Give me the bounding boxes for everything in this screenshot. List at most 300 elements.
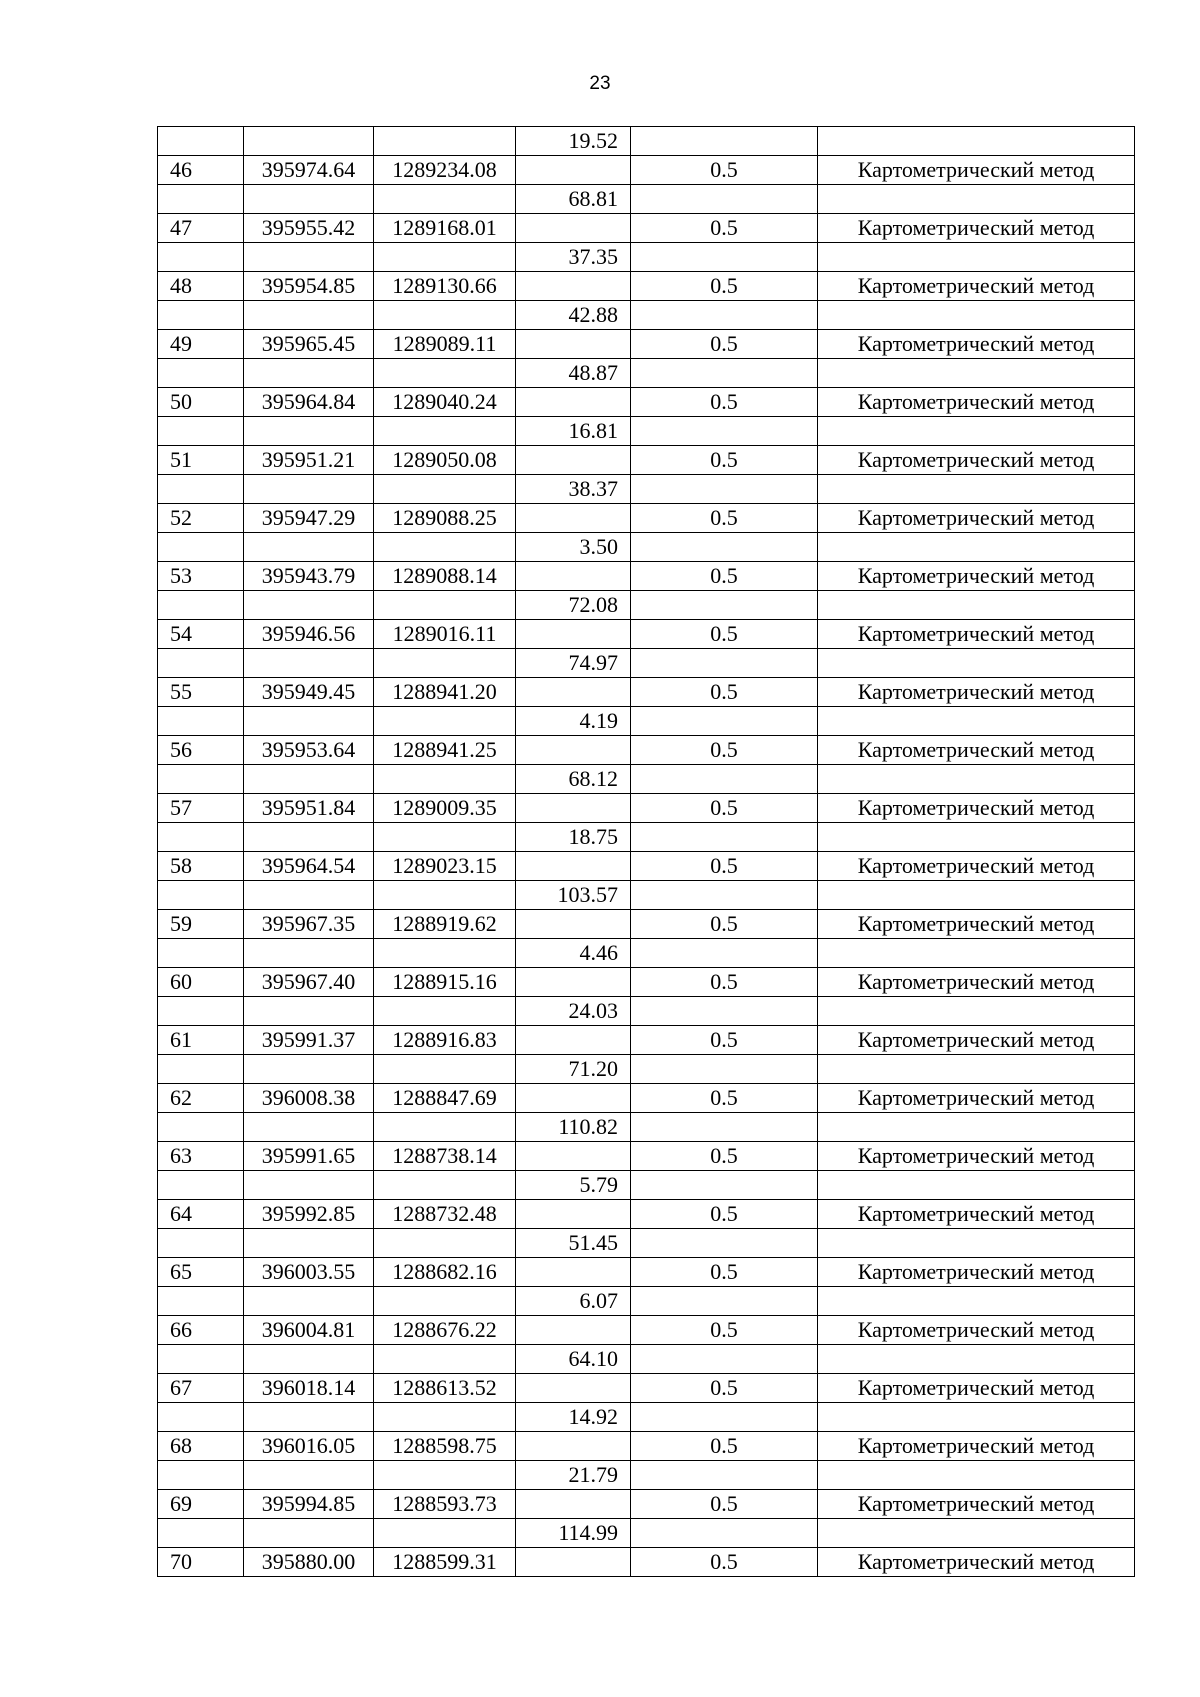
x-coordinate-cell: 396003.55	[244, 1258, 374, 1287]
distance-cell: 64.10	[516, 1345, 631, 1374]
empty-cell	[244, 1055, 374, 1084]
method-cell: Картометрический метод	[818, 678, 1135, 707]
empty-cell	[818, 997, 1135, 1026]
point-row	[158, 1432, 1135, 1461]
x-coordinate-cell: 396018.14	[244, 1374, 374, 1403]
empty-cell	[516, 736, 631, 765]
empty-cell	[516, 388, 631, 417]
empty-cell	[374, 359, 516, 388]
y-coordinate-cell: 1288599.31	[374, 1548, 516, 1577]
empty-cell	[818, 823, 1135, 852]
accuracy-cell: 0.5	[631, 1374, 818, 1403]
empty-cell	[818, 1113, 1135, 1142]
empty-cell	[374, 301, 516, 330]
empty-cell	[818, 939, 1135, 968]
distance-row	[158, 533, 1135, 562]
point-number-cell: 67	[158, 1374, 244, 1403]
empty-cell	[158, 765, 244, 794]
point-number-cell: 50	[158, 388, 244, 417]
distance-cell: 24.03	[516, 997, 631, 1026]
distance-cell: 71.20	[516, 1055, 631, 1084]
empty-cell	[374, 417, 516, 446]
empty-cell	[374, 1461, 516, 1490]
distance-row	[158, 1055, 1135, 1084]
empty-cell	[244, 591, 374, 620]
empty-cell	[631, 1345, 818, 1374]
coordinates-table-body	[158, 127, 1135, 1577]
method-cell: Картометрический метод	[818, 446, 1135, 475]
empty-cell	[631, 301, 818, 330]
empty-cell	[244, 475, 374, 504]
point-number-cell: 58	[158, 852, 244, 881]
distance-cell: 14.92	[516, 1403, 631, 1432]
empty-cell	[516, 1200, 631, 1229]
distance-row	[158, 417, 1135, 446]
method-cell: Картометрический метод	[818, 1432, 1135, 1461]
y-coordinate-cell: 1289009.35	[374, 794, 516, 823]
point-row	[158, 214, 1135, 243]
empty-cell	[631, 1229, 818, 1258]
empty-cell	[516, 1026, 631, 1055]
empty-cell	[374, 823, 516, 852]
x-coordinate-cell: 396016.05	[244, 1432, 374, 1461]
method-cell: Картометрический метод	[818, 388, 1135, 417]
method-cell: Картометрический метод	[818, 1258, 1135, 1287]
empty-cell	[516, 504, 631, 533]
accuracy-cell: 0.5	[631, 1432, 818, 1461]
y-coordinate-cell: 1288682.16	[374, 1258, 516, 1287]
x-coordinate-cell: 395991.37	[244, 1026, 374, 1055]
x-coordinate-cell: 395992.85	[244, 1200, 374, 1229]
distance-cell: 4.19	[516, 707, 631, 736]
point-row	[158, 388, 1135, 417]
x-coordinate-cell: 395965.45	[244, 330, 374, 359]
empty-cell	[818, 1403, 1135, 1432]
point-number-cell: 68	[158, 1432, 244, 1461]
method-cell: Картометрический метод	[818, 1490, 1135, 1519]
empty-cell	[158, 533, 244, 562]
point-row	[158, 156, 1135, 185]
empty-cell	[244, 649, 374, 678]
x-coordinate-cell: 395951.21	[244, 446, 374, 475]
empty-cell	[516, 330, 631, 359]
empty-cell	[818, 1287, 1135, 1316]
empty-cell	[158, 1345, 244, 1374]
distance-row	[158, 1519, 1135, 1548]
empty-cell	[374, 185, 516, 214]
point-row	[158, 446, 1135, 475]
empty-cell	[158, 1461, 244, 1490]
accuracy-cell: 0.5	[631, 620, 818, 649]
accuracy-cell: 0.5	[631, 968, 818, 997]
empty-cell	[631, 997, 818, 1026]
empty-cell	[158, 1403, 244, 1432]
empty-cell	[818, 533, 1135, 562]
empty-cell	[818, 185, 1135, 214]
empty-cell	[631, 127, 818, 156]
point-number-cell: 57	[158, 794, 244, 823]
method-cell: Картометрический метод	[818, 214, 1135, 243]
empty-cell	[516, 968, 631, 997]
empty-cell	[244, 997, 374, 1026]
point-number-cell: 64	[158, 1200, 244, 1229]
empty-cell	[158, 1287, 244, 1316]
empty-cell	[818, 127, 1135, 156]
y-coordinate-cell: 1289168.01	[374, 214, 516, 243]
method-cell: Картометрический метод	[818, 1142, 1135, 1171]
empty-cell	[374, 1519, 516, 1548]
point-row	[158, 968, 1135, 997]
distance-row	[158, 1403, 1135, 1432]
distance-cell: 18.75	[516, 823, 631, 852]
empty-cell	[374, 997, 516, 1026]
point-row	[158, 1548, 1135, 1577]
distance-row	[158, 1229, 1135, 1258]
empty-cell	[374, 1113, 516, 1142]
point-row	[158, 910, 1135, 939]
empty-cell	[631, 707, 818, 736]
point-row	[158, 852, 1135, 881]
method-cell: Картометрический метод	[818, 156, 1135, 185]
point-row	[158, 1200, 1135, 1229]
point-number-cell: 47	[158, 214, 244, 243]
empty-cell	[516, 1374, 631, 1403]
y-coordinate-cell: 1289234.08	[374, 156, 516, 185]
distance-cell: 5.79	[516, 1171, 631, 1200]
empty-cell	[818, 243, 1135, 272]
empty-cell	[374, 1403, 516, 1432]
distance-row	[158, 1287, 1135, 1316]
empty-cell	[818, 881, 1135, 910]
empty-cell	[158, 881, 244, 910]
distance-cell: 37.35	[516, 243, 631, 272]
distance-row	[158, 1345, 1135, 1374]
method-cell: Картометрический метод	[818, 1548, 1135, 1577]
empty-cell	[516, 1316, 631, 1345]
empty-cell	[631, 1055, 818, 1084]
point-row	[158, 1490, 1135, 1519]
point-number-cell: 53	[158, 562, 244, 591]
empty-cell	[516, 1258, 631, 1287]
accuracy-cell: 0.5	[631, 1316, 818, 1345]
empty-cell	[158, 591, 244, 620]
x-coordinate-cell: 395955.42	[244, 214, 374, 243]
empty-cell	[631, 1113, 818, 1142]
x-coordinate-cell: 395953.64	[244, 736, 374, 765]
distance-cell: 74.97	[516, 649, 631, 678]
empty-cell	[631, 475, 818, 504]
empty-cell	[631, 1287, 818, 1316]
point-row	[158, 1142, 1135, 1171]
accuracy-cell: 0.5	[631, 736, 818, 765]
empty-cell	[818, 765, 1135, 794]
point-row	[158, 1084, 1135, 1113]
empty-cell	[818, 649, 1135, 678]
y-coordinate-cell: 1289088.25	[374, 504, 516, 533]
distance-row	[158, 649, 1135, 678]
distance-row	[158, 185, 1135, 214]
distance-row	[158, 301, 1135, 330]
empty-cell	[631, 939, 818, 968]
point-number-cell: 49	[158, 330, 244, 359]
accuracy-cell: 0.5	[631, 1548, 818, 1577]
empty-cell	[244, 533, 374, 562]
empty-cell	[158, 649, 244, 678]
accuracy-cell: 0.5	[631, 388, 818, 417]
accuracy-cell: 0.5	[631, 504, 818, 533]
point-row	[158, 272, 1135, 301]
empty-cell	[244, 765, 374, 794]
method-cell: Картометрический метод	[818, 272, 1135, 301]
point-row	[158, 736, 1135, 765]
point-row	[158, 1026, 1135, 1055]
point-number-cell: 61	[158, 1026, 244, 1055]
x-coordinate-cell: 395994.85	[244, 1490, 374, 1519]
y-coordinate-cell: 1288732.48	[374, 1200, 516, 1229]
empty-cell	[158, 939, 244, 968]
empty-cell	[631, 417, 818, 446]
method-cell: Картометрический метод	[818, 1374, 1135, 1403]
distance-row	[158, 1113, 1135, 1142]
point-number-cell: 59	[158, 910, 244, 939]
x-coordinate-cell: 395964.84	[244, 388, 374, 417]
y-coordinate-cell: 1289089.11	[374, 330, 516, 359]
accuracy-cell: 0.5	[631, 678, 818, 707]
accuracy-cell: 0.5	[631, 1200, 818, 1229]
empty-cell	[631, 359, 818, 388]
distance-cell: 42.88	[516, 301, 631, 330]
empty-cell	[244, 939, 374, 968]
empty-cell	[818, 475, 1135, 504]
empty-cell	[516, 272, 631, 301]
x-coordinate-cell: 396008.38	[244, 1084, 374, 1113]
point-row	[158, 1316, 1135, 1345]
y-coordinate-cell: 1288676.22	[374, 1316, 516, 1345]
point-row	[158, 620, 1135, 649]
empty-cell	[631, 533, 818, 562]
accuracy-cell: 0.5	[631, 330, 818, 359]
empty-cell	[631, 591, 818, 620]
empty-cell	[631, 1171, 818, 1200]
empty-cell	[374, 475, 516, 504]
point-number-cell: 46	[158, 156, 244, 185]
empty-cell	[158, 185, 244, 214]
empty-cell	[516, 446, 631, 475]
method-cell: Картометрический метод	[818, 1084, 1135, 1113]
empty-cell	[516, 794, 631, 823]
empty-cell	[374, 591, 516, 620]
x-coordinate-cell: 395943.79	[244, 562, 374, 591]
distance-cell: 19.52	[516, 127, 631, 156]
empty-cell	[818, 301, 1135, 330]
empty-cell	[818, 1055, 1135, 1084]
method-cell: Картометрический метод	[818, 504, 1135, 533]
empty-cell	[631, 1519, 818, 1548]
empty-cell	[516, 562, 631, 591]
empty-cell	[374, 533, 516, 562]
accuracy-cell: 0.5	[631, 272, 818, 301]
distance-cell: 21.79	[516, 1461, 631, 1490]
accuracy-cell: 0.5	[631, 1084, 818, 1113]
empty-cell	[158, 1519, 244, 1548]
empty-cell	[374, 1171, 516, 1200]
distance-row	[158, 939, 1135, 968]
point-number-cell: 65	[158, 1258, 244, 1287]
empty-cell	[516, 214, 631, 243]
coordinates-table	[157, 126, 1135, 1577]
empty-cell	[244, 1519, 374, 1548]
empty-cell	[374, 1229, 516, 1258]
method-cell: Картометрический метод	[818, 330, 1135, 359]
y-coordinate-cell: 1289040.24	[374, 388, 516, 417]
empty-cell	[818, 707, 1135, 736]
point-number-cell: 56	[158, 736, 244, 765]
point-row	[158, 1258, 1135, 1287]
y-coordinate-cell: 1288738.14	[374, 1142, 516, 1171]
point-number-cell: 63	[158, 1142, 244, 1171]
x-coordinate-cell: 395949.45	[244, 678, 374, 707]
empty-cell	[244, 417, 374, 446]
empty-cell	[516, 910, 631, 939]
x-coordinate-cell: 395964.54	[244, 852, 374, 881]
empty-cell	[158, 127, 244, 156]
empty-cell	[158, 301, 244, 330]
empty-cell	[244, 823, 374, 852]
empty-cell	[158, 1229, 244, 1258]
method-cell: Картометрический метод	[818, 1200, 1135, 1229]
empty-cell	[374, 765, 516, 794]
distance-cell: 68.81	[516, 185, 631, 214]
empty-cell	[244, 707, 374, 736]
empty-cell	[374, 881, 516, 910]
distance-row	[158, 359, 1135, 388]
empty-cell	[516, 1548, 631, 1577]
empty-cell	[374, 1345, 516, 1374]
empty-cell	[158, 1055, 244, 1084]
accuracy-cell: 0.5	[631, 562, 818, 591]
empty-cell	[244, 243, 374, 272]
y-coordinate-cell: 1288941.25	[374, 736, 516, 765]
empty-cell	[244, 185, 374, 214]
empty-cell	[516, 620, 631, 649]
method-cell: Картометрический метод	[818, 968, 1135, 997]
point-number-cell: 55	[158, 678, 244, 707]
empty-cell	[374, 243, 516, 272]
y-coordinate-cell: 1288919.62	[374, 910, 516, 939]
point-number-cell: 69	[158, 1490, 244, 1519]
accuracy-cell: 0.5	[631, 794, 818, 823]
empty-cell	[818, 1229, 1135, 1258]
distance-row	[158, 1461, 1135, 1490]
empty-cell	[158, 243, 244, 272]
distance-row	[158, 707, 1135, 736]
point-row	[158, 1374, 1135, 1403]
distance-cell: 3.50	[516, 533, 631, 562]
x-coordinate-cell: 396004.81	[244, 1316, 374, 1345]
y-coordinate-cell: 1288847.69	[374, 1084, 516, 1113]
empty-cell	[244, 1403, 374, 1432]
distance-cell: 16.81	[516, 417, 631, 446]
method-cell: Картометрический метод	[818, 910, 1135, 939]
empty-cell	[244, 127, 374, 156]
empty-cell	[244, 1345, 374, 1374]
x-coordinate-cell: 395951.84	[244, 794, 374, 823]
empty-cell	[818, 1519, 1135, 1548]
method-cell: Картометрический метод	[818, 794, 1135, 823]
x-coordinate-cell: 395954.85	[244, 272, 374, 301]
distance-row	[158, 591, 1135, 620]
empty-cell	[631, 1461, 818, 1490]
empty-cell	[244, 1287, 374, 1316]
point-row	[158, 330, 1135, 359]
y-coordinate-cell: 1289088.14	[374, 562, 516, 591]
empty-cell	[818, 1461, 1135, 1490]
empty-cell	[374, 1055, 516, 1084]
distance-cell: 51.45	[516, 1229, 631, 1258]
distance-cell: 72.08	[516, 591, 631, 620]
distance-row	[158, 765, 1135, 794]
y-coordinate-cell: 1288916.83	[374, 1026, 516, 1055]
y-coordinate-cell: 1288941.20	[374, 678, 516, 707]
distance-row	[158, 475, 1135, 504]
empty-cell	[631, 823, 818, 852]
accuracy-cell: 0.5	[631, 1142, 818, 1171]
method-cell: Картометрический метод	[818, 1316, 1135, 1345]
accuracy-cell: 0.5	[631, 446, 818, 475]
distance-row	[158, 127, 1135, 156]
page-number: 23	[589, 73, 611, 94]
empty-cell	[818, 591, 1135, 620]
point-number-cell: 70	[158, 1548, 244, 1577]
y-coordinate-cell: 1288915.16	[374, 968, 516, 997]
method-cell: Картометрический метод	[818, 1026, 1135, 1055]
accuracy-cell: 0.5	[631, 214, 818, 243]
empty-cell	[818, 417, 1135, 446]
empty-cell	[244, 359, 374, 388]
distance-cell: 110.82	[516, 1113, 631, 1142]
distance-cell: 48.87	[516, 359, 631, 388]
y-coordinate-cell: 1289023.15	[374, 852, 516, 881]
distance-row	[158, 881, 1135, 910]
method-cell: Картометрический метод	[818, 620, 1135, 649]
empty-cell	[631, 881, 818, 910]
empty-cell	[244, 1229, 374, 1258]
empty-cell	[244, 1113, 374, 1142]
point-number-cell: 54	[158, 620, 244, 649]
empty-cell	[158, 475, 244, 504]
empty-cell	[158, 707, 244, 736]
empty-cell	[374, 649, 516, 678]
y-coordinate-cell: 1289016.11	[374, 620, 516, 649]
empty-cell	[374, 1287, 516, 1316]
x-coordinate-cell: 395967.35	[244, 910, 374, 939]
accuracy-cell: 0.5	[631, 1026, 818, 1055]
empty-cell	[818, 359, 1135, 388]
accuracy-cell: 0.5	[631, 156, 818, 185]
distance-cell: 114.99	[516, 1519, 631, 1548]
empty-cell	[158, 1113, 244, 1142]
x-coordinate-cell: 395880.00	[244, 1548, 374, 1577]
empty-cell	[631, 1403, 818, 1432]
point-number-cell: 48	[158, 272, 244, 301]
distance-row	[158, 243, 1135, 272]
accuracy-cell: 0.5	[631, 910, 818, 939]
method-cell: Картометрический метод	[818, 736, 1135, 765]
empty-cell	[631, 765, 818, 794]
empty-cell	[516, 1490, 631, 1519]
empty-cell	[158, 417, 244, 446]
empty-cell	[631, 243, 818, 272]
